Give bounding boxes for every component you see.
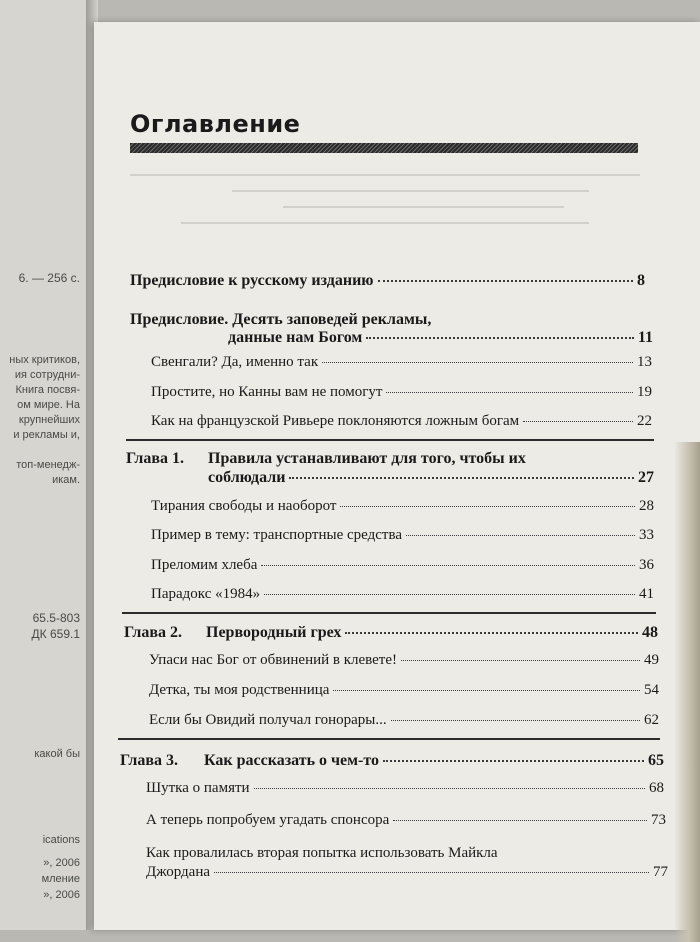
leader-dots <box>393 820 647 821</box>
toc-page-number: 28 <box>639 498 654 514</box>
previous-page-fragment <box>0 0 86 930</box>
toc-page-number: 68 <box>649 780 664 796</box>
toc-label: Тирания свободы и наоборот <box>151 498 337 514</box>
leader-dots <box>378 280 633 282</box>
toc-label: А теперь попробуем угадать спонсора <box>146 812 390 828</box>
leader-dots <box>406 535 635 536</box>
toc-label: Свенгали? Да, именно так <box>151 354 319 370</box>
chapter-number: Глава 3. <box>120 752 178 769</box>
left-page-text: », 2006 <box>43 857 80 869</box>
left-page-text: ных критиков, <box>9 354 80 366</box>
left-page-text: какой бы <box>34 748 80 760</box>
left-page-text: Книга посвя- <box>15 384 80 396</box>
toc-page-number: 19 <box>637 384 652 400</box>
toc-subentry <box>151 413 652 430</box>
toc-entry <box>228 329 653 347</box>
leader-dots <box>322 362 633 363</box>
left-page-text: 6. — 256 с. <box>18 271 80 285</box>
toc-page-number: 22 <box>637 413 652 429</box>
toc-label: Пример в тему: транспортные средства <box>151 527 403 543</box>
toc-label: данные нам Богом <box>228 329 363 346</box>
left-page-text: мление <box>41 873 80 885</box>
leader-dots <box>264 594 635 595</box>
toc-subentry <box>151 498 654 515</box>
leader-dots <box>401 660 640 661</box>
leader-dots <box>366 337 634 339</box>
toc-page-number: 48 <box>642 624 658 641</box>
toc-subentry <box>149 682 659 699</box>
toc-label: Джордана <box>146 864 210 880</box>
toc-page-number: 27 <box>638 469 654 486</box>
section-divider <box>126 439 654 441</box>
toc-subentry <box>149 652 659 669</box>
section-divider <box>122 612 656 614</box>
leader-dots <box>340 506 635 507</box>
leader-dots <box>254 788 645 789</box>
toc-entry <box>130 272 645 290</box>
leader-dots <box>383 760 644 762</box>
toc-page-number: 62 <box>644 712 659 728</box>
toc-subentry <box>146 780 664 797</box>
toc-page-number: 73 <box>651 812 666 828</box>
leader-dots <box>523 421 633 422</box>
chapter-number: Глава 1. <box>126 450 184 467</box>
toc-subentry <box>146 812 666 829</box>
left-page-text: », 2006 <box>43 889 80 901</box>
toc-label: Как провалилась вторая попытка использовать Майкла <box>146 845 498 861</box>
left-page-text: ия сотрудни- <box>14 369 80 381</box>
chapter-number: Глава 2. <box>124 624 182 641</box>
show-through-text <box>130 160 640 270</box>
toc-subentry <box>151 586 654 603</box>
toc-label: Как рассказать о чем-то <box>204 752 380 769</box>
leader-dots <box>333 690 640 691</box>
toc-subentry <box>151 384 652 401</box>
toc-page-number: 54 <box>644 682 659 698</box>
left-page-text: и рекламы и, <box>13 429 80 441</box>
toc-subentry <box>151 354 652 371</box>
toc-label: Правила устанавливают для того, чтобы их <box>208 450 526 467</box>
left-page-text: 65.5-803 <box>32 611 80 625</box>
left-page-text: топ-менедж- <box>16 459 80 471</box>
toc-page-number: 41 <box>639 586 654 602</box>
toc-subentry <box>151 557 654 574</box>
toc-page-number: 49 <box>644 652 659 668</box>
toc-page-number: 8 <box>637 272 645 289</box>
toc-page-number: 11 <box>637 329 653 346</box>
leader-dots <box>386 392 633 393</box>
toc-page-number: 36 <box>639 557 654 573</box>
toc-label: Предисловие. Десять заповедей рекламы, <box>130 311 432 328</box>
toc-label: Первородный грех <box>206 624 342 641</box>
toc-label: Детка, ты моя родственница <box>149 682 330 698</box>
left-page-text: ications <box>42 834 80 846</box>
page-title: Оглавление <box>130 110 301 138</box>
left-page-text: крупнейших <box>18 414 80 426</box>
toc-label: Упаси нас Бог от обвинений в клевете! <box>149 652 398 668</box>
toc-entry <box>206 624 658 642</box>
leader-dots <box>289 477 634 479</box>
toc-label: Как на французской Ривьере поклоняются ложным богам <box>151 413 520 429</box>
toc-entry <box>208 469 654 487</box>
toc-label: Если бы Овидий получал гонорары... <box>149 712 387 728</box>
toc-page-number: 65 <box>648 752 664 769</box>
leader-dots <box>261 565 635 566</box>
toc-label: Парадокс «1984» <box>151 586 261 602</box>
section-divider <box>118 738 660 740</box>
toc-subentry <box>146 864 668 881</box>
title-underline-bar <box>130 143 638 153</box>
left-page-text: ДК 659.1 <box>31 627 80 641</box>
toc-subentry <box>149 712 659 729</box>
torn-page-edge <box>674 442 700 942</box>
left-page-text: ом мире. На <box>17 399 80 411</box>
toc-label: Простите, но Канны вам не помогут <box>151 384 383 400</box>
toc-page-number: 77 <box>653 864 668 880</box>
toc-subentry <box>151 527 654 544</box>
toc-entry <box>204 752 664 770</box>
toc-label: соблюдали <box>208 469 286 486</box>
toc-page-number: 13 <box>637 354 652 370</box>
left-page-text: икам. <box>52 474 80 486</box>
leader-dots <box>214 872 649 873</box>
toc-label: Предисловие к русскому изданию <box>130 272 374 289</box>
toc-label: Преломим хлеба <box>151 557 258 573</box>
leader-dots <box>345 632 638 634</box>
leader-dots <box>391 720 640 721</box>
toc-page-number: 33 <box>639 527 654 543</box>
toc-label: Шутка о памяти <box>146 780 250 796</box>
